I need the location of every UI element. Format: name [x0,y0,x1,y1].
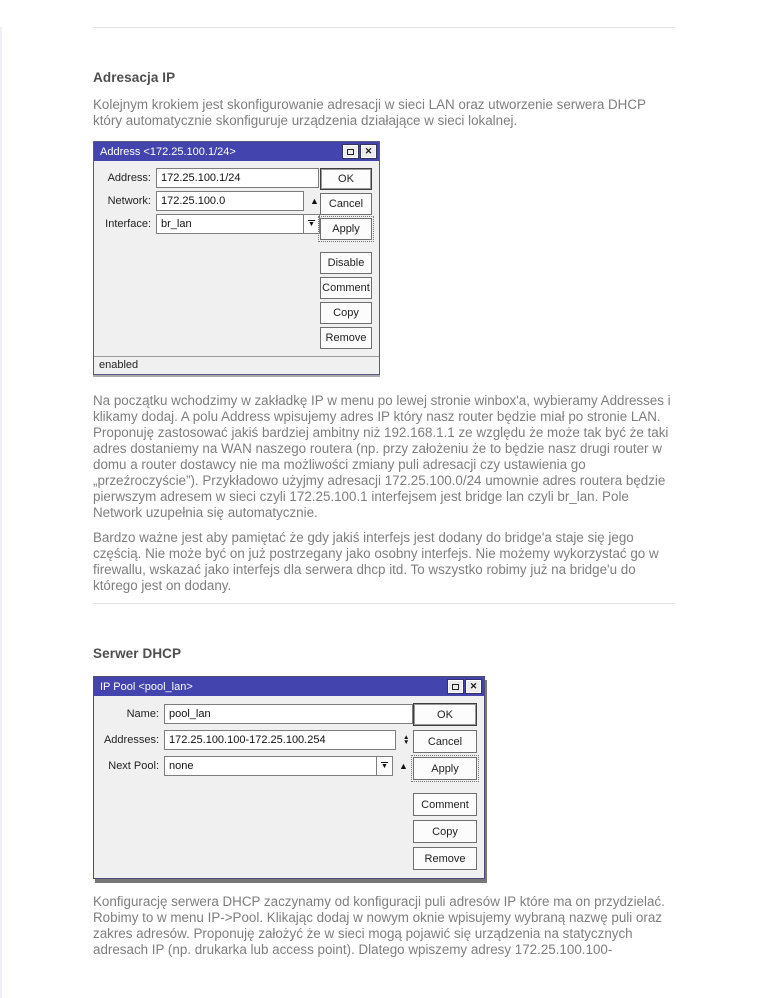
addresses-field-row [99,729,413,751]
section-divider [93,27,675,28]
article-content [93,27,675,958]
interface-field-row [99,214,320,234]
name-field-label: Name: [126,708,159,720]
section-heading-adresacja-ip: Adresacja IP [93,70,176,85]
ok-button[interactable]: OK [413,703,477,726]
addresses-field-label: Addresses: [103,734,159,746]
ip-pool-dialog-titlebar[interactable] [94,677,484,696]
section-heading-serwer-dhcp: Serwer DHCP [93,646,182,661]
cancel-button[interactable]: Cancel [320,193,372,215]
hide-window-icon[interactable] [448,680,463,693]
cancel-button[interactable]: Cancel [413,730,477,753]
ok-button[interactable]: OK [320,168,372,190]
paragraph-addresses-howto: Na początku wchodzimy w zakładkę IP w menu po lewej stronie winbox'a, wybieramy Addresses i klikamy dodaj. A polu Address wpisujemy adres IP który nasz router będzie miał po stronie LAN. Proponuję zastosować jakiś bardziej ambitny niż 192.168.1.1 ze względu że może tak być że taki adres dostaniemy na WAN naszego routera (np. przy założeniu że to będzie nasz drugi router w domu a router dostawcy nie ma możliwości zmiany puli adresacji czy ustawienia go „przeźroczyście”). Przykładowo użyjmy adresacji 172.25.100.0/24 umownie adres routera będzie pierwszym adresem w sieci czyli 172.25.100.1 interfejsem jest bridge lan czyli br_lan. Pole Network uzupełnia się automatycznie. [93,393,671,520]
address-input[interactable] [156,168,319,188]
next-pool-field-label: Next Pool: [108,760,159,772]
address-dialog-titlebar[interactable] [94,142,379,161]
address-dialog-window [93,141,380,375]
next-pool-field-row [99,755,413,777]
paragraph-dhcp-pool: Konfigurację serwera DHCP zaczynamy od konfiguracji puli adresów IP które ma on przydzielać. Robimy to w menu IP->Pool. Klikając dodaj w nowym oknie wpisujemy wybraną nazwę puli oraz zakres adresów. Proponuję założyć że w sieci mogą pojawić się urządzenia na statycznych adresach IP (np. drukarka lub access point). Dlatego wpiszemy adresy 172.25.100.100- [93,894,665,957]
disable-button[interactable]: Disable [320,252,372,274]
dropdown-icon[interactable]: ▼ [376,756,393,776]
dropdown-icon[interactable]: ▼ [303,214,320,234]
network-field-row [99,191,320,211]
close-icon[interactable]: ✕ [361,145,376,158]
address-field-row [99,168,320,188]
address-dialog-title: Address <172.25.100.1/24> [100,145,236,158]
interface-field-label: Interface: [105,218,151,230]
ip-pool-dialog-title: IP Pool <pool_lan> [100,680,193,693]
up-down-spinner-icon[interactable]: ▲ ▼ [403,734,410,746]
comment-button[interactable]: Comment [413,793,477,816]
close-icon[interactable]: ✕ [466,680,481,693]
network-input[interactable] [156,191,304,211]
up-arrow-icon[interactable]: ▲ [310,195,319,206]
section-divider [93,603,675,604]
pool-addresses-input[interactable] [164,730,396,750]
paragraph-intro: Kolejnym krokiem jest skonfigurowanie adresacji w sieci LAN oraz utworzenie serwera DHCP który automatycznie skonfiguruje urządzenia działające w sieci lokalnej. [93,97,646,128]
pool-name-input[interactable] [164,704,413,724]
interface-input[interactable] [156,214,304,234]
remove-button[interactable]: Remove [320,327,372,349]
ip-pool-dialog-window [93,676,485,879]
remove-button[interactable]: Remove [413,847,477,870]
apply-button[interactable]: Apply [413,757,477,780]
copy-button[interactable]: Copy [413,820,477,843]
status-bar: enabled [94,356,379,374]
up-arrow-icon[interactable]: ▲ [399,760,408,771]
copy-button[interactable]: Copy [320,302,372,324]
network-field-label: Network: [107,195,151,207]
name-field-row [99,703,413,725]
apply-button[interactable]: Apply [320,218,372,240]
next-pool-input[interactable] [164,756,377,776]
paragraph-bridge-note: Bardzo ważne jest aby pamiętać że gdy jakiś interfejs jest dodany do bridge'a staje się jego częścią. Nie może być on już postrzegany jako osobny interfejs. Nie możemy wykorzystać go w firewallu, wskazać jako interfejs dla serwera dhcp itd. To wszystko robimy już na bridge'u do którego jest on dodany. [93,530,659,593]
address-field-label: Address: [107,172,151,184]
hide-window-icon[interactable] [343,145,358,158]
comment-button[interactable]: Comment [320,277,372,299]
